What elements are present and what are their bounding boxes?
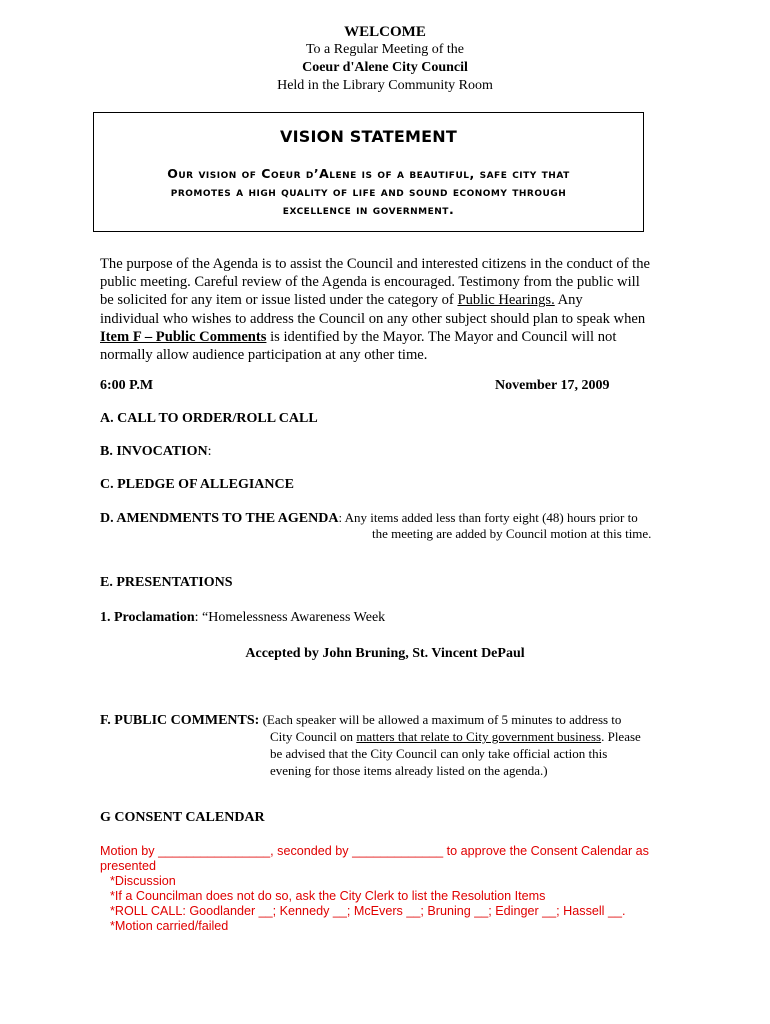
agenda-item-d-label: D. AMENDMENTS TO THE AGENDA [100, 511, 339, 526]
vision-statement-box [93, 112, 644, 232]
purpose-line-5b: is identified by the Mayor. The Mayor and Council will not [266, 328, 617, 345]
purpose-paragraph [100, 255, 680, 364]
agenda-item-f-text-3: be advised that the City Council can only take official action this [270, 746, 608, 761]
purpose-line-5 [100, 328, 680, 346]
vision-text [94, 165, 643, 219]
meeting-date: November 17, 2009 [495, 378, 610, 393]
agenda-item-b-label: B. INVOCATION [100, 444, 208, 459]
agenda-item-c: C. PLEDGE OF ALLEGIANCE [100, 477, 294, 492]
vision-title: VISION STATEMENT [280, 127, 457, 146]
f-text-2a: City Council on [270, 729, 357, 744]
agenda-item-d-text: : Any items added less than forty eight (48) hours prior to [338, 510, 638, 525]
agenda-item-g: G CONSENT CALENDAR [100, 810, 265, 825]
agenda-item-f [100, 712, 621, 729]
motion-resolution-note: *If a Councilman does not do so, ask the City Clerk to list the Resolution Items [110, 889, 546, 903]
agenda-item-f-text-1: (Each speaker will be allowed a maximum of 5 minutes to address to [259, 712, 622, 727]
city-business-ref: matters that relate to City government business [356, 729, 602, 744]
agenda-item-b [100, 444, 211, 460]
motion-line-2: presented [100, 859, 157, 873]
agenda-item-e: E. PRESENTATIONS [100, 575, 233, 590]
purpose-line-3a: be solicited for any item or issue listed under the category of [100, 292, 458, 309]
purpose-line-2: public meeting. Careful review of the Agenda is encouraged. Testimony from the public will [100, 274, 640, 291]
agenda-item-f-text-4: evening for those items already listed on the agenda.) [270, 763, 548, 778]
agenda-item-f-label: F. PUBLIC COMMENTS: [100, 713, 260, 728]
purpose-line-3 [100, 291, 680, 309]
accepted-by-line: Accepted by John Bruning, St. Vincent DePaul [245, 646, 525, 661]
proclamation-item [100, 610, 385, 626]
motion-roll-call: *ROLL CALL: Goodlander __; Kennedy __; McEvers __; Bruning __; Edinger __; Hassell __. [110, 904, 626, 918]
proclamation-text: : “Homelessness Awareness Week [194, 610, 386, 625]
vision-line-3: excellence in government. [282, 202, 455, 217]
agenda-item-d [100, 510, 638, 527]
motion-result: *Motion carried/failed [110, 919, 229, 933]
purpose-line-3c: Any [554, 292, 583, 309]
motion-discussion: *Discussion [110, 874, 176, 888]
vision-line-2: promotes a high quality of life and sound economy through [170, 184, 567, 199]
purpose-line-6: normally allow audience participation at any other time. [100, 347, 428, 364]
motion-line-1: Motion by ________________, seconded by _____________ to approve the Consent Calendar as [100, 844, 649, 858]
purpose-line-1: The purpose of the Agenda is to assist the Council and interested citizens in the conduct of the [100, 256, 650, 272]
meeting-type-line: To a Regular Meeting of the [305, 42, 465, 57]
public-hearings-ref: Public Hearings. [457, 292, 555, 309]
agenda-item-d-text-2: the meeting are added by Council motion at this time. [372, 526, 652, 541]
vision-line-1: Our vision of Coeur d’Alene is of a beautiful, safe city that [167, 166, 570, 181]
purpose-line-4: individual who wishes to address the Council on any other subject should plan to speak when [100, 310, 646, 327]
agenda-item-b-colon: : [207, 444, 212, 459]
agenda-item-f-text-2 [270, 729, 641, 745]
meeting-location: Held in the Library Community Room [277, 78, 493, 93]
proclamation-label: 1. Proclamation [100, 610, 195, 625]
meeting-time: 6:00 P.M [100, 378, 154, 393]
public-comments-ref: Item F – Public Comments [100, 328, 267, 345]
council-name: Coeur d'Alene City Council [302, 60, 468, 75]
f-text-2c: . Please [601, 729, 641, 744]
welcome-heading: WELCOME [344, 24, 426, 40]
agenda-item-a: A. CALL TO ORDER/ROLL CALL [100, 411, 318, 426]
